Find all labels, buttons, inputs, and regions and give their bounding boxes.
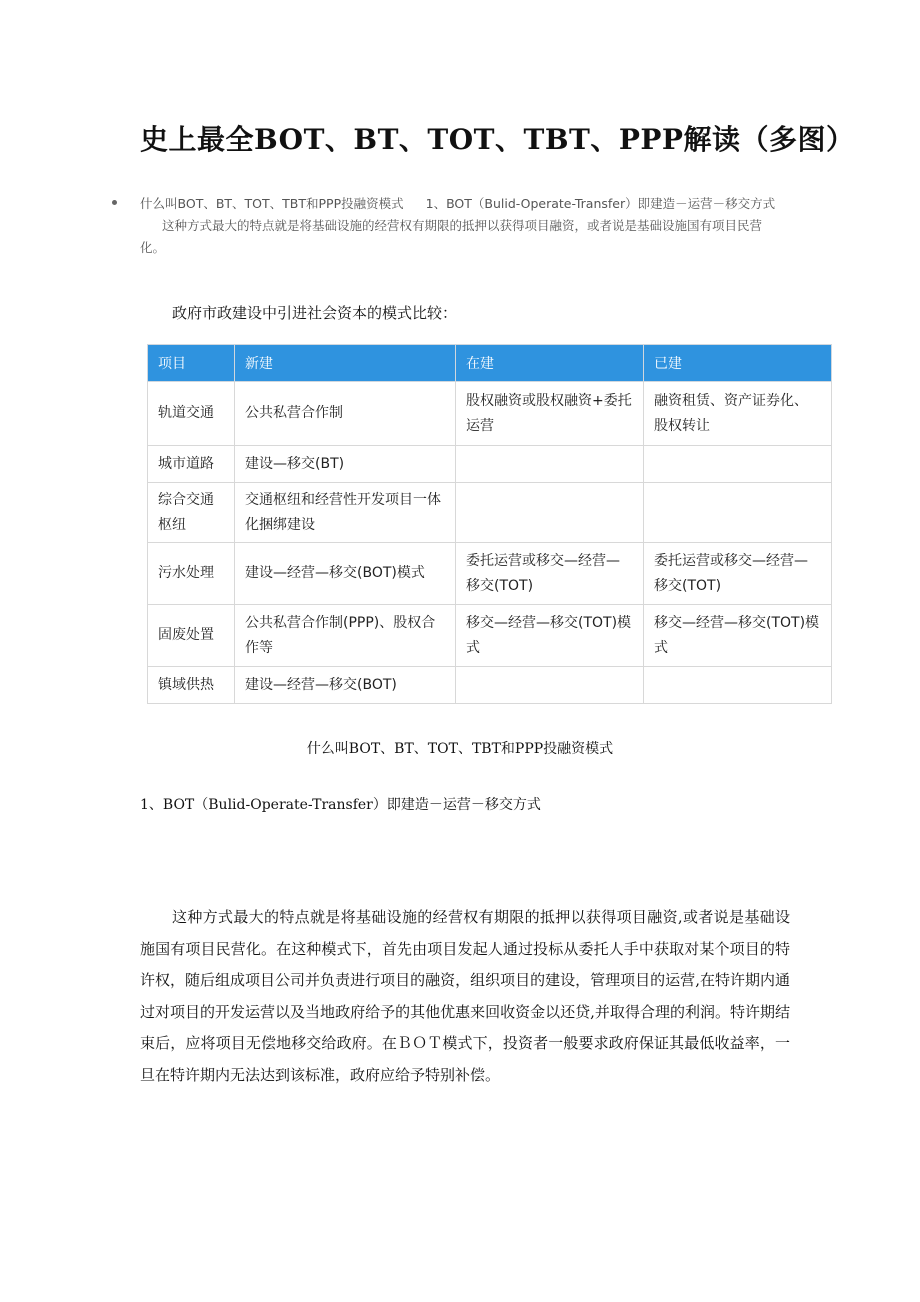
table-cell [456,446,644,483]
table-row [148,543,832,605]
bullet-icon [112,200,117,205]
body-paragraph: 这种方式最大的特点就是将基础设施的经营权有期限的抵押以获得项目融资,或者说是基础设施国有项目民营化。在这种模式下，首先由项目发起人通过投标从委托人手中获取对某个项目的特许权，随后组成项目公司并负责进行项目的融资，组织项目的建设，管理项目的运营,在特许期内通过对项目的开发运营以及当地政府给予的其他优惠来回收资金以还贷,并取得合理的利润。特许期结束后，应将项目无偿地移交给政府。在ＢＯＴ模式下，投资者一般要求政府保证其最低收益率，一旦在特许期内无法达到该标准，政府应给予特别补偿。 [140,908,790,1084]
header-completed: 已建 [644,345,832,382]
table-cell [456,483,644,543]
table-cell: 交通枢纽和经营性开发项目一体化捆绑建设 [235,483,456,543]
table-cell [456,667,644,704]
table-cell: 建设—经营—移交(BOT) [235,667,456,704]
table-cell [644,483,832,543]
table-row [148,446,832,483]
table-cell: 建设—移交(BT) [235,446,456,483]
header-in-progress: 在建 [456,345,644,382]
comparison-caption: 政府市政建设中引进社会资本的模式比较： [172,304,458,322]
intro-text [140,193,782,259]
intro-part-2: 1、BOT（Bulid-Operate-Transfer）即建造－运营－移交方式 [425,196,776,211]
table-cell [644,667,832,704]
table-cell: 镇域供热 [148,667,235,704]
table-row [148,605,832,667]
page-title: 史上最全BOT、BT、TOT、TBT、PPP解读（多图） [140,123,855,156]
table-cell: 股权融资或股权融资+委托运营 [456,382,644,446]
bot-heading: 1、BOT（Bulid-Operate-Transfer）即建造－运营－移交方式 [140,797,541,813]
section-heading: 什么叫BOT、BT、TOT、TBT和PPP投融资模式 [306,741,614,757]
table-cell: 城市道路 [148,446,235,483]
table-cell: 轨道交通 [148,382,235,446]
table-cell: 建设—经营—移交(BOT)模式 [235,543,456,605]
table-row [148,483,832,543]
table-header-row [148,345,832,382]
comparison-table [147,344,832,704]
intro-bullet [112,193,782,259]
table-cell: 移交—经营—移交(TOT)模式 [644,605,832,667]
table-cell: 委托运营或移交—经营—移交(TOT) [644,543,832,605]
header-new: 新建 [235,345,456,382]
table-row [148,667,832,704]
intro-part-3: 这种方式最大的特点就是将基础设施的经营权有期限的抵押以获得项目融资，或者说是基础设施国有项目民营化。 [140,218,763,255]
table-cell [644,446,832,483]
table-row [148,382,832,446]
table-cell: 公共私营合作制(PPP)、股权合作等 [235,605,456,667]
table-cell: 综合交通枢纽 [148,483,235,543]
table-cell: 委托运营或移交—经营—移交(TOT) [456,543,644,605]
table-cell: 公共私营合作制 [235,382,456,446]
table-cell: 融资租赁、资产证券化、股权转让 [644,382,832,446]
table-cell: 固废处置 [148,605,235,667]
intro-part-1: 什么叫BOT、BT、TOT、TBT和PPP投融资模式 [140,196,404,211]
table-cell: 污水处理 [148,543,235,605]
header-project: 项目 [148,345,235,382]
table-cell: 移交—经营—移交(TOT)模式 [456,605,644,667]
